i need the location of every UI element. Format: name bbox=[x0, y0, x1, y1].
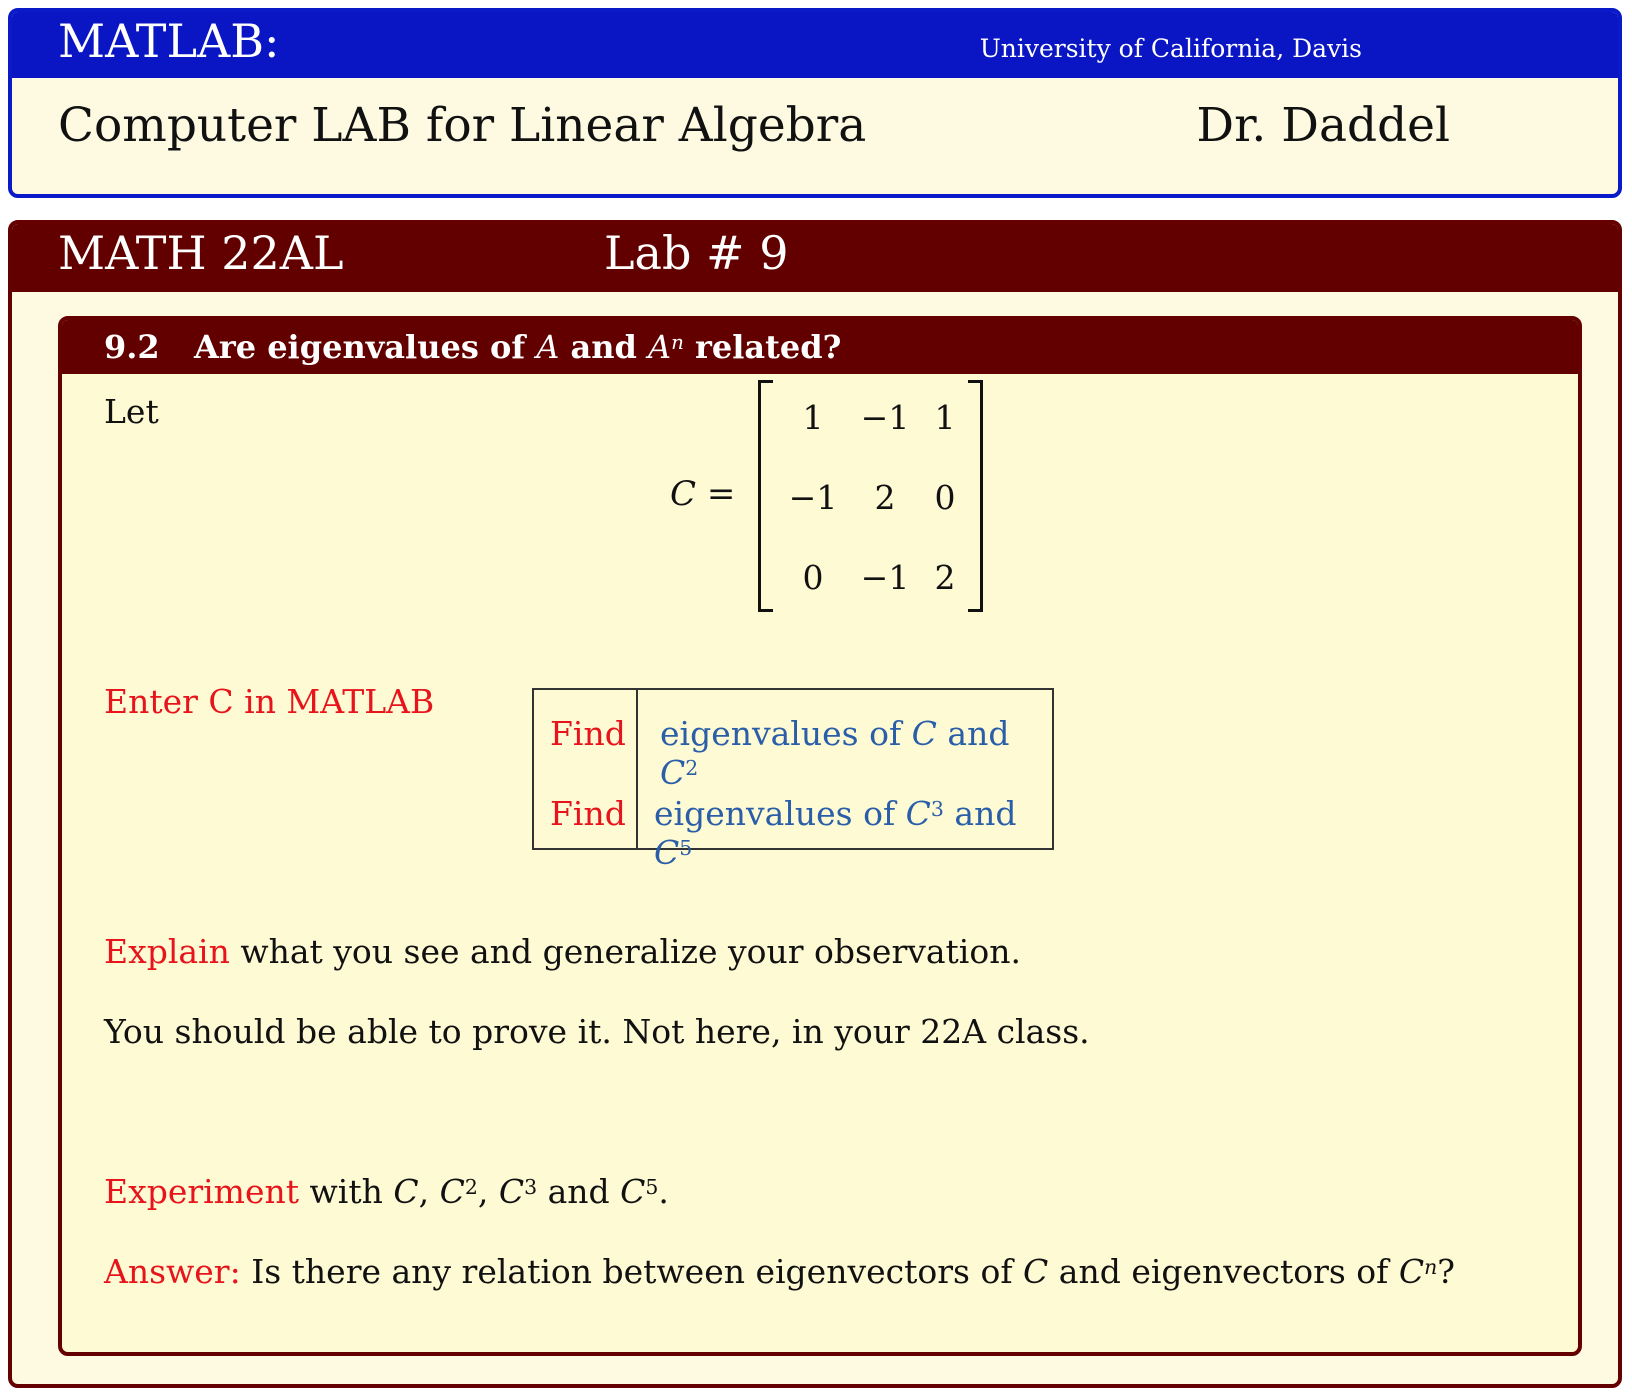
find-table bbox=[532, 688, 1054, 872]
lab-box bbox=[8, 220, 1622, 1388]
header-bar bbox=[12, 12, 1618, 78]
matrix-cell: 2 bbox=[934, 558, 956, 597]
matrix-cell: −1 bbox=[788, 478, 838, 517]
find-task: eigenvalues of $C^3$ and $C^5$ bbox=[654, 794, 1017, 872]
section-bar bbox=[62, 320, 1578, 374]
matrix-cell: 1 bbox=[802, 398, 824, 437]
explain-text: Explain what you see and generalize your observation. bbox=[104, 932, 1021, 971]
experiment-text: Experiment with C, $C^2$, $C^3$ and $C^5$. bbox=[104, 1172, 669, 1211]
course-title: Computer LAB for Linear Algebra bbox=[58, 98, 867, 153]
table-divider bbox=[636, 690, 638, 848]
let-text: Let bbox=[104, 392, 159, 431]
find-task: eigenvalues of C and $C^2$ bbox=[660, 714, 1010, 792]
matrix-cell: 0 bbox=[934, 478, 956, 517]
prove-text: You should be able to prove it. Not here, in your 22A class. bbox=[104, 1012, 1090, 1051]
section-box bbox=[58, 316, 1582, 1356]
instructor-name: Dr. Daddel bbox=[1196, 98, 1450, 153]
matrix-cell: 0 bbox=[802, 558, 824, 597]
course-code: MATH 22AL bbox=[58, 226, 344, 280]
matrix-cell: 2 bbox=[874, 478, 896, 517]
left-bracket bbox=[758, 380, 773, 612]
matrix-lhs: C = bbox=[670, 474, 736, 514]
app-title: MATLAB: bbox=[58, 14, 280, 68]
lab-bar bbox=[12, 224, 1618, 292]
matrix-cell: −1 bbox=[860, 558, 910, 597]
section-number: 9.2 bbox=[104, 328, 160, 366]
lab-number: Lab # 9 bbox=[604, 226, 789, 280]
matrix-cell: 1 bbox=[934, 398, 956, 437]
find-label: Find bbox=[550, 794, 626, 833]
enter-instruction: Enter C in MATLAB bbox=[104, 682, 435, 721]
answer-text: Answer: Is there any relation between eigenvectors of C and eigenvectors of $C^n$? bbox=[104, 1252, 1455, 1291]
university-name: University of California, Davis bbox=[979, 34, 1362, 63]
matrix-c bbox=[670, 380, 1010, 616]
matrix-cell: −1 bbox=[860, 398, 910, 437]
find-label: Find bbox=[550, 714, 626, 753]
course-header-box bbox=[8, 8, 1622, 198]
section-title: Are eigenvalues of A and $A^n$ related? bbox=[194, 328, 842, 366]
